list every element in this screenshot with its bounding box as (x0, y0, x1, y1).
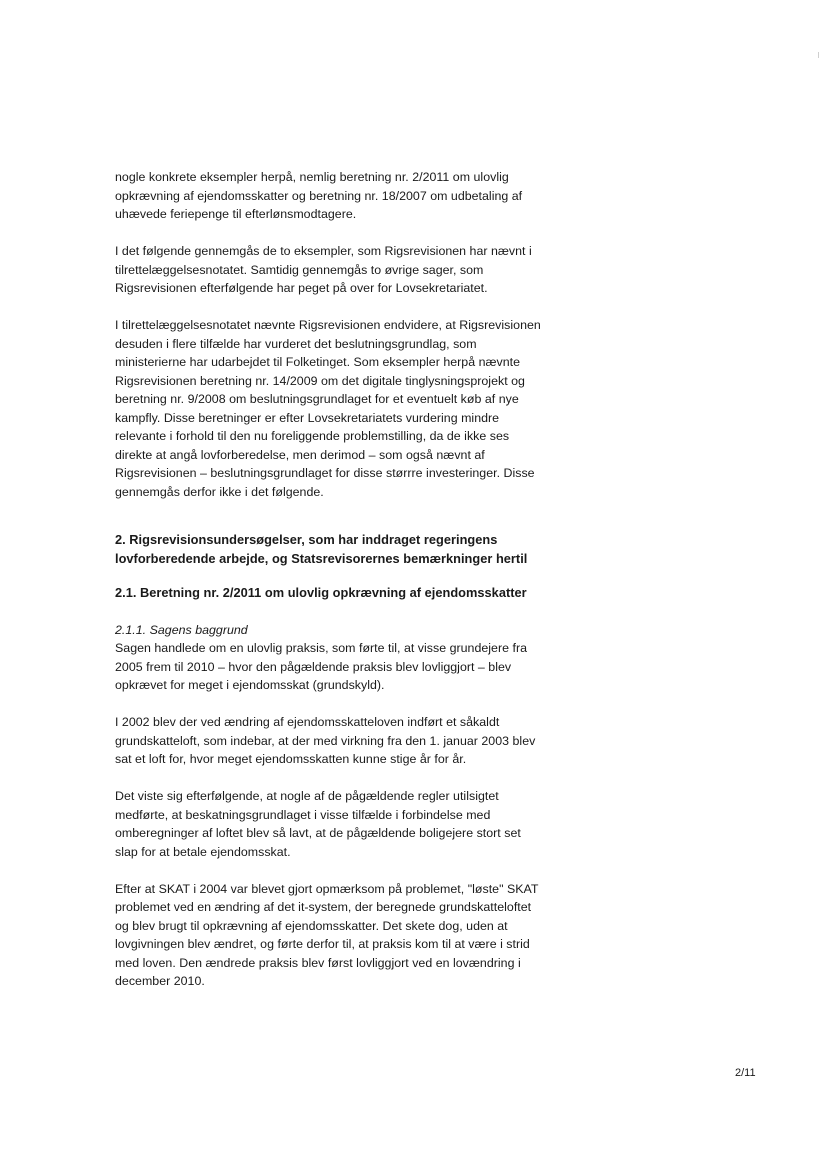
paragraph-background-3 (115, 787, 575, 861)
paragraph-background-2 (115, 713, 575, 769)
text-line: ministerierne har udarbejdet til Folketinget. Som eksempler herpå nævnte (115, 355, 521, 369)
text-line: desuden i flere tilfælde har vurderet det beslutningsgrundlag, som (115, 336, 477, 351)
section-heading-line: 2. Rigsrevisionsundersøgelser, som har inddraget regeringens (115, 532, 498, 547)
text-line: Rigsrevisionen beretning nr. 14/2009 om det digitale tinglysningsprojekt og (115, 373, 525, 388)
text-line: I tilrettelæggelsesnotatet nævnte Rigsrevisionen endvidere, at Rigsrevisionen (115, 318, 541, 332)
text-line: uhævede feriepenge til efterlønsmodtagere. (115, 207, 357, 221)
text-line: problemet ved en ændring af det it-system, der beregnede grundskatteloftet (115, 900, 532, 914)
text-line: I 2002 blev der ved ændring af ejendomsskatteloven indført et såkaldt (115, 715, 500, 729)
text-line: gennemgås derfor ikke i det følgende. (115, 484, 324, 499)
text-line: med loven. Den ændrede praksis blev først lovliggjort ved en lovændring i (115, 955, 521, 970)
page-number: 2/11 (735, 1067, 756, 1079)
text-line: opkrævet for meget i ejendomsskat (grundskyld). (115, 678, 385, 692)
text-line: I det følgende gennemgås de to eksempler, som Rigsrevisionen har nævnt i (115, 244, 532, 258)
paragraph-intro-1 (115, 168, 575, 224)
text-line: Rigsrevisionen efterfølgende har peget på over for Lovsekretariatet. (115, 281, 488, 295)
text-line: relevante i forhold til den nu foreliggende problemstilling, da de ikke ses (115, 429, 510, 443)
scan-edge-mark (818, 52, 819, 58)
subsubsection-heading: 2.1.1. Sagens baggrund (115, 622, 248, 637)
text-line: Rigsrevisionen – beslutningsgrundlaget for disse størrre investeringer. Disse (115, 466, 535, 480)
text-line: beretning nr. 9/2008 om beslutningsgrundlaget for et eventuelt køb af nye (115, 392, 519, 406)
text-line: tilrettelæggelsesnotatet. Samtidig gennemgås to øvrige sager, som (115, 262, 484, 277)
text-line: sat et loft for, hvor meget ejendomsskatten kunne stige år for år. (115, 752, 467, 766)
text-line: Det viste sig efterfølgende, at nogle af de pågældende regler utilsigtet (115, 789, 499, 803)
paragraph-background-1 (115, 621, 575, 695)
text-line: lovgivningen blev ændret, og førte derfor til, at praksis kom til at være i strid (115, 937, 530, 951)
text-line: omberegninger af loftet blev så lavt, at de pågældende boligejere stort set (115, 826, 521, 840)
page-content (115, 168, 575, 1009)
text-line: kampfly. Disse beretninger er efter Lovsekretariatets vurdering mindre (115, 410, 500, 425)
section-heading-line: lovforberedende arbejde, og Statsrevisorernes bemærkninger hertil (115, 550, 528, 566)
section-heading (115, 531, 575, 568)
text-line: nogle konkrete eksempler herpå, nemlig beretning nr. 2/2011 om ulovlig (115, 170, 509, 184)
text-line: medførte, at beskatningsgrundlaget i visse tilfælde i forbindelse med (115, 807, 491, 822)
text-line: slap for at betale ejendomsskat. (115, 844, 291, 859)
paragraph-intro-3 (115, 316, 575, 501)
text-line: opkrævning af ejendomsskatter og beretning nr. 18/2007 om udbetaling af (115, 188, 523, 203)
paragraph-background-4 (115, 880, 575, 991)
text-line: direkte at angå lovforberedelse, men derimod – som også nævnt af (115, 447, 485, 462)
subsection-heading-text: 2.1. Beretning nr. 2/2011 om ulovlig opkrævning af ejendomsskatter (115, 585, 527, 600)
paragraph-intro-2 (115, 242, 575, 298)
text-line: 2005 frem til 2010 – hvor den pågældende praksis blev lovliggjort – blev (115, 659, 512, 674)
text-line: grundskatteloft, som indebar, at der med virkning fra den 1. januar 2003 blev (115, 733, 536, 748)
text-line: Sagen handlede om en ulovlig praksis, som førte til, at visse grundejere fra (115, 641, 527, 655)
subsection-heading (115, 584, 575, 603)
text-line: og blev brugt til opkrævning af ejendomsskatter. Det skete dog, uden at (115, 918, 508, 933)
text-line: december 2010. (115, 974, 205, 988)
text-line: Efter at SKAT i 2004 var blevet gjort opmærksom på problemet, "løste" SKAT (115, 881, 539, 896)
